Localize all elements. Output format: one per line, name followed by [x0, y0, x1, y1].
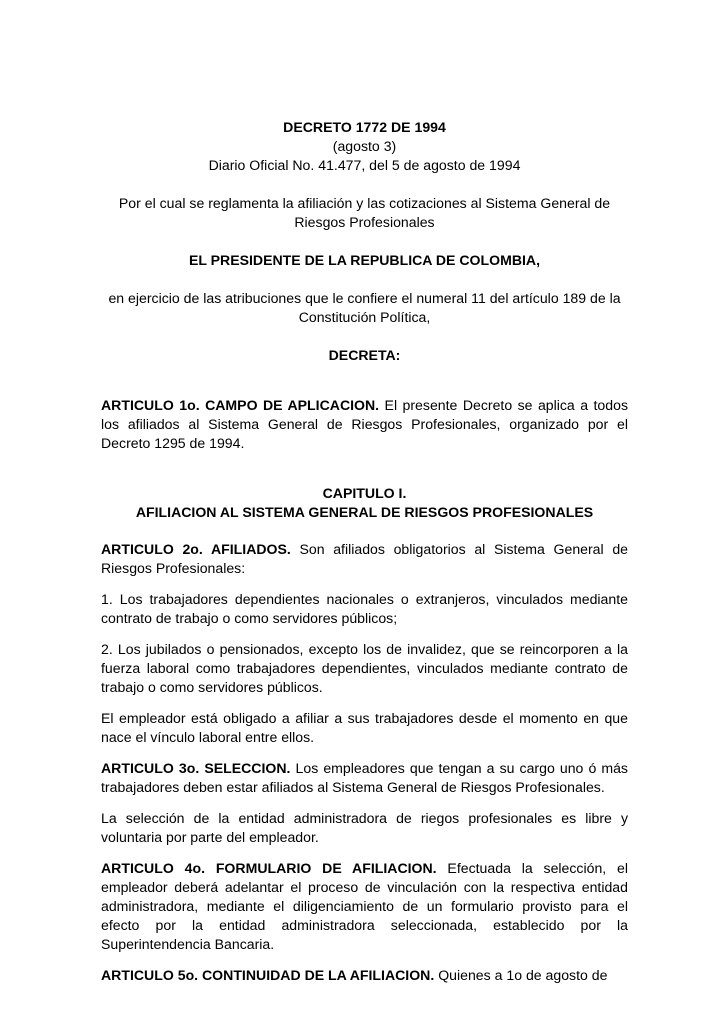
article-5-heading: ARTICULO 5o. CONTINUIDAD DE LA AFILIACION.	[101, 967, 435, 983]
article-4	[101, 859, 628, 954]
decree-title: DECRETO 1772 DE 1994	[283, 119, 446, 135]
article-2-heading: ARTICULO 2o. AFILIADOS.	[101, 541, 291, 557]
article-3-heading: ARTICULO 3o. SELECCION.	[101, 760, 291, 776]
issuing-authority: EL PRESIDENTE DE LA REPUBLICA DE COLOMBIA,	[188, 252, 541, 268]
article-2	[101, 540, 628, 578]
article-1	[101, 396, 628, 453]
article-3	[101, 759, 628, 797]
decree-subject: Por el cual se reglamenta la afiliación y las cotizaciones al Sistema General de Riesgos Profesionales	[118, 195, 611, 230]
legal-powers: en ejercicio de las atribuciones que le confiere el numeral 11 del artículo 189 de la Constitución Política,	[108, 290, 621, 325]
article-1-heading: ARTICULO 1o. CAMPO DE APLICACION.	[101, 397, 380, 413]
article-2-text: Son afiliados obligatorios al Sistema General de Riesgos Profesionales:	[101, 541, 628, 576]
chapter-1-number: CAPITULO I.	[322, 485, 407, 501]
article-2-note: El empleador está obligado a afiliar a sus trabajadores desde el momento en que nace el vínculo laboral entre ellos.	[101, 710, 628, 745]
gazette-reference: Diario Oficial No. 41.477, del 5 de agosto de 1994	[208, 157, 521, 173]
article-5	[101, 966, 628, 985]
decreta-heading: DECRETA:	[328, 347, 401, 363]
article-5-text: Quienes a 1o de agosto de	[434, 967, 608, 983]
article-4-heading: ARTICULO 4o. FORMULARIO DE AFILIACION.	[101, 860, 437, 876]
article-2-item-1: 1. Los trabajadores dependientes nacionales o extranjeros, vinculados mediante contrato de trabajo o como servidores públicos;	[101, 591, 628, 626]
document-page	[101, 118, 628, 985]
article-3-text: Los empleadores que tengan a su cargo uno ó más trabajadores deben estar afiliados al Sistema General de Riesgos Profesionales.	[101, 760, 628, 795]
chapter-1-title: AFILIACION AL SISTEMA GENERAL DE RIESGOS PROFESIONALES	[135, 504, 594, 520]
decree-date: (agosto 3)	[332, 138, 397, 154]
article-2-item-2: 2. Los jubilados o pensionados, excepto los de invalidez, que se reincorporen a la fuerza laboral como trabajadores dependientes, vinculados mediante contrato de trabajo o como servidores públicos.	[101, 641, 628, 695]
article-4-text: Efectuada la selección, el empleador deberá adelantar el proceso de vinculación con la respectiva entidad administradora, mediante el diligenciamiento de un formulario provisto para el efecto por la entidad administradora seleccionada, establecido por la Superintendencia Bancaria.	[101, 860, 628, 952]
article-1-text: El presente Decreto se aplica a todos los afiliados al Sistema General de Riesgos Profesionales, organizado por el Decreto 1295 de 1994.	[101, 397, 628, 451]
article-3-note: La selección de la entidad administradora de riegos profesionales es libre y voluntaria por parte del empleador.	[101, 810, 628, 845]
